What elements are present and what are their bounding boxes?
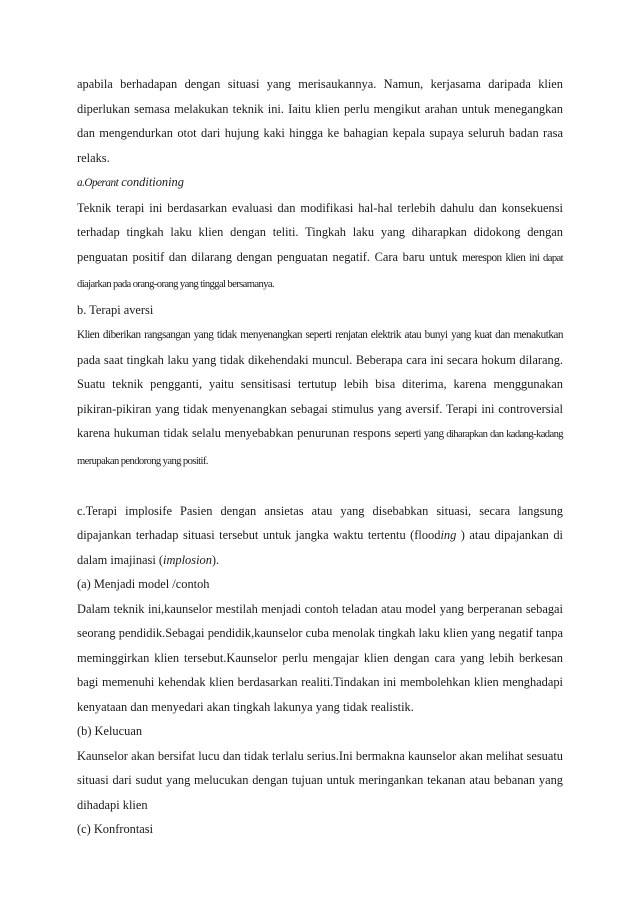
- heading-kelucuan: (b) Kelucuan: [77, 724, 143, 738]
- heading-operant-rest: conditioning: [118, 175, 184, 189]
- paragraph-menjadi-model: Dalam teknik ini,kaunselor mestilah menjadi contoh teladan atau model yang berperanan sebagai seorang pendidik.Sebagai pendidik,kaunselor cuba menolak tingkah laku klien yang negatif tanpa meminggirkan klien tersebut.Kaunselor perlu mengajar klien dengan cara yang lebih berkesan bagi memenuhi kehendak klien berdasarkan realiti.Tindakan ini membolehkan klien menghadapi kenyataan dan menyedari akan tingkah lakunya yang tidak realistik.: [77, 601, 563, 714]
- implosife-italic-1: ing: [440, 528, 457, 542]
- paragraph-terapi-implosife: [77, 499, 563, 573]
- operant-body-main: Teknik terapi ini berdasarkan evaluasi dan modifikasi hal-hal terlebih dahulu dan konsekuensi terhadap tingkah laku klien dengan teliti. Tingkah laku yang diharapkan didokong dengan penguatan positif dan dilarang dengan penguatan negatif. Cara baru untuk: [77, 200, 563, 264]
- aversi-body-cond2: seperti yang: [394, 428, 444, 440]
- paragraph-operant-conditioning: [77, 196, 563, 298]
- heading-operant-conditioning: [77, 170, 563, 196]
- document-body: [77, 72, 563, 842]
- implosife-italic-2: implosion: [163, 552, 212, 567]
- heading-operant-prefix: a.Operant: [77, 177, 119, 189]
- implosife-text-3: ).: [211, 552, 220, 567]
- implosife-text-1: c.Terapi implosife Pasien dengan ansietas atau yang disebabkan situasi, secara langsung dipajankan terhadap situasi tersebut untuk jangka waktu tertentu (flood: [77, 503, 563, 542]
- operant-body-tight: dapat diajarkan pada orang-orang yang tinggal bersamanya.: [77, 252, 563, 290]
- implosife-text-2: ) atau dipajankan di dalam imajinasi (: [77, 528, 564, 567]
- operant-body-cond: merespon klien ini: [462, 251, 540, 264]
- heading-terapi-aversi: b. Terapi aversi: [77, 302, 154, 317]
- heading-menjadi-model: (a) Menjadi model /contoh: [77, 577, 210, 591]
- paragraph-relaxation: apabila berhadapan dengan situasi yang merisaukannya. Namun, kerjasama daripada klien diperlukan semasa melakukan teknik ini. Iaitu klien perlu mengikut arahan untuk menegangkan dan mengendurkan otot dari hujung kaki hingga ke bahagian kepala supaya seluruh badan rasa relaks.: [77, 77, 563, 165]
- heading-konfrontasi: (c) Konfrontasi: [77, 822, 154, 836]
- aversi-body-cond1: Klien diberikan rangsangan yang tidak menyenangkan seperti renjatan elektrik atau bunyi yang kuat dan menakutkan: [77, 329, 563, 341]
- aversi-body-main: pada saat tingkah laku yang tidak dikehendaki muncul. Beberapa cara ini secara hokum dilarang. Suatu teknik pengganti, yaitu sensitisasi tertutup lebih bisa diterima, karena menggunakan pikiran-pikiran yang tidak menyenangkan sebagai stimulus yang aversif. Terapi ini controversial karena hukuman tidak selalu menyebabkan penurunan respons: [77, 352, 563, 440]
- paragraph-kelucuan: Kaunselor akan bersifat lucu dan tidak terlalu serius.Ini bermakna kaunselor akan melihat sesuatu situasi dari sudut yang melucukan dengan tujuan untuk meringankan tekanan atau bebanan yang dihadapi klien: [77, 748, 563, 812]
- aversi-body-tight: diharapkan dan kadang-kadang merupakan pendorong yang positif.: [77, 429, 563, 467]
- paragraph-terapi-aversi: [77, 322, 563, 474]
